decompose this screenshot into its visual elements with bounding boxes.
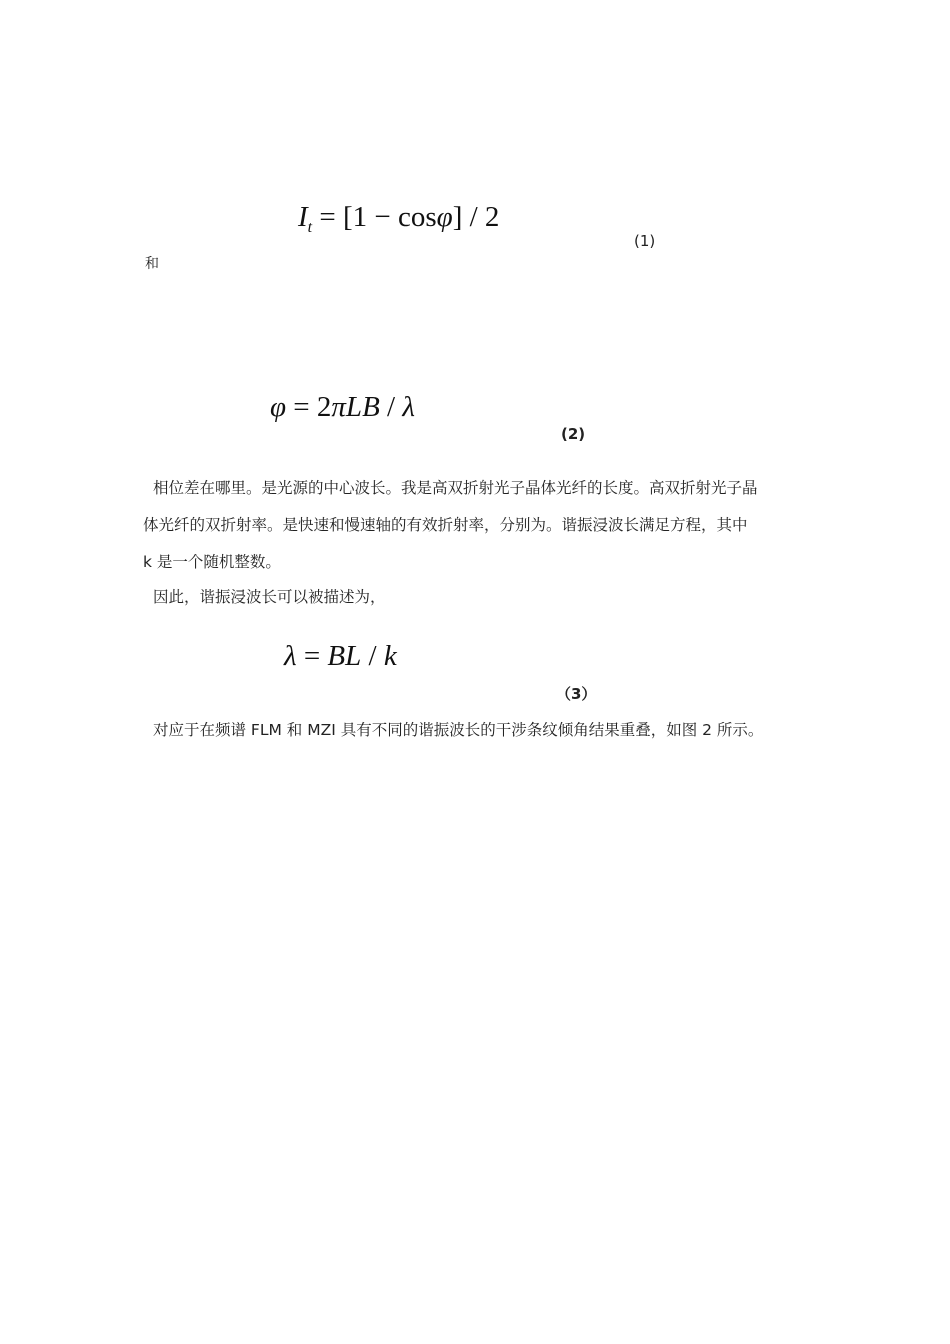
paragraph-1-line-3: k 是一个随机整数。 bbox=[143, 553, 281, 571]
eq3-slash: / bbox=[361, 640, 384, 672]
eq3-k: k bbox=[383, 640, 397, 672]
eq2-slash: / bbox=[379, 391, 403, 423]
paragraph-2-text: 因此，谐振浸波长可以被描述为， bbox=[153, 588, 386, 606]
paragraph-3-text: 对应于在频谱 FLM 和 MZI 具有不同的谐振波长的干涉条纹倾角结果重叠，如图 2 所示。 bbox=[153, 721, 764, 739]
equation-3 bbox=[284, 642, 397, 671]
paragraph-1 bbox=[143, 470, 813, 581]
eq3-lambda: λ bbox=[284, 640, 297, 672]
eq1-lhs-sub: t bbox=[307, 219, 313, 236]
equation-2 bbox=[270, 393, 415, 422]
eq1-tail: ] / 2 bbox=[452, 201, 500, 233]
eq3-eq: = bbox=[296, 640, 328, 672]
equation-3-number: （3） bbox=[556, 685, 597, 703]
eq2-lhs: φ bbox=[270, 391, 287, 423]
paragraph-1-line-1: 相位差在哪里。是光源的中心波长。我是高双折射光子晶体光纤的长度。高双折射光子晶 bbox=[153, 479, 758, 497]
paragraph-3 bbox=[143, 712, 813, 749]
equation-1 bbox=[298, 203, 499, 236]
eq2-rhs-prefix: = 2 bbox=[286, 391, 332, 423]
eq1-phi: φ bbox=[436, 201, 453, 233]
eq1-rhs: = [1 − cos bbox=[312, 201, 437, 233]
connector-word: 和 bbox=[145, 256, 159, 272]
equation-2-number: (2) bbox=[561, 425, 586, 443]
eq2-lambda: λ bbox=[402, 391, 415, 423]
equation-1-number: (1) bbox=[634, 232, 656, 250]
paragraph-2 bbox=[143, 579, 813, 616]
eq1-lhs-var: I bbox=[298, 201, 308, 233]
paragraph-1-line-2: 体光纤的双折射率。是快速和慢速轴的有效折射率，分别为。谐振浸波长满足方程，其中 bbox=[143, 516, 748, 534]
eq2-rhs-vars: πLB bbox=[331, 391, 380, 423]
eq3-vars: BL bbox=[327, 640, 362, 672]
